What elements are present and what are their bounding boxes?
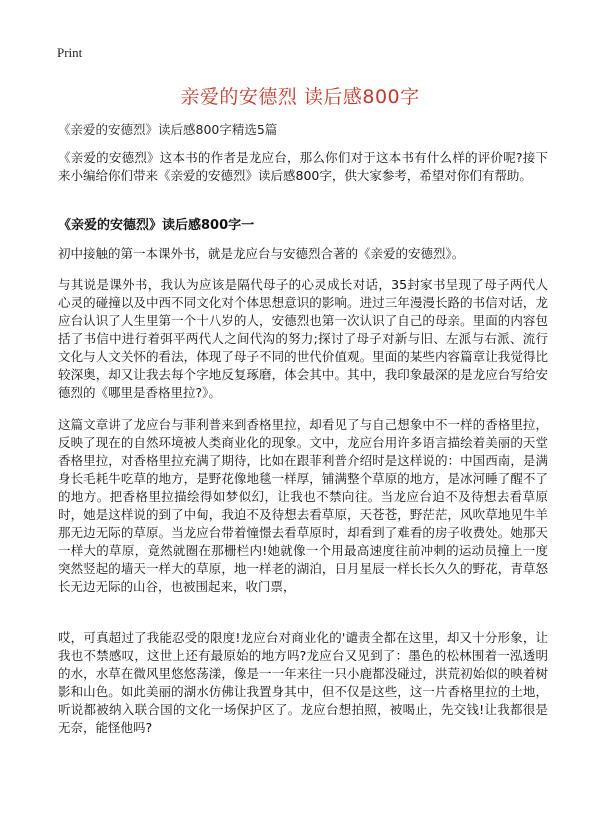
page-title: 亲爱的安德烈 读后感800字	[180, 86, 420, 108]
body-paragraph-3: 这篇文章讲了龙应台与菲利普来到香格里拉，却看见了与自己想象中不一样的香格里拉，反映了现在的自然环境被人类商业化的现象。文中，龙应台用许多语言描绘着美丽的天堂香格里拉，对香格里拉充满了期待，比如在跟菲利普介绍时是这样说的：中国西南，是满身长毛耗牛吃草的地方，是野花像地毯一样厚，铺满整个草原的地方，是冰河睡了醒不了的地方。把香格里拉描绘得如梦似幻，让我也不禁向往。当龙应台迫不及待想去看草原时，她是这样说的到了中甸，我迫不及待想去看草原，天苍苍，野茫茫，风吹草地见牛羊那无边无际的草原。当龙应台带着憧憬去看草原时，却看到了难看的房子收费处。她那天一样大的草原，竟然就圈在那栅栏内!她就像一个用最高速度往前冲刺的运动员撞上一度突然竖起的墙天一样大的草原，地一样老的湖泊，日月星辰一样长长久久的野花，青草怒长无边无际的山谷，也被围起来，收门票，	[58, 417, 548, 594]
section-heading: 《亲爱的安德烈》读后感800字一	[58, 218, 255, 233]
print-link[interactable]: Print	[57, 45, 83, 60]
body-paragraph-1: 初中接触的第一本课外书，就是龙应台与安德烈合著的《亲爱的安德烈》。	[58, 246, 465, 261]
body-paragraph-4: 哎，可真超过了我能忍受的限度!龙应台对商业化的'谴责全都在这里，却又十分形象，让我也不禁感叹，这世上还有最原始的地方吗?龙应台又见到了：墨色的松林围着一泓透明的水，水草在微风里悠悠荡漾，像是一一年来往一只小鹿都没碰过，洪荒初始似的映着树影和山色。如此美丽的湖水仿佛让我置身其中，但不仅是这些，这一片香格里拉的土地，听说都被纳入联合国的文化一场保护区了。龙应台想拍照，被喝止，先交钱!让我都很是无奈，能怪他吗?	[58, 630, 548, 735]
subtitle: 《亲爱的安德烈》读后感800字精选5篇	[58, 122, 278, 137]
intro-paragraph: 《亲爱的安德烈》这本书的作者是龙应台，那么你们对于这本书有什么样的评价呢?接下来小编给你们带来《亲爱的安德烈》读后感800字，供大家参考，希望对你们有帮助。	[58, 150, 548, 183]
body-paragraph-2: 与其说是课外书，我认为应该是隔代母子的心灵成长对话，35封家书呈现了母子两代人心灵的碰撞以及中西不同文化对个体思想意识的影响。进过三年漫漫长路的书信对话，龙应台认识了人生里第一个十八岁的人，安德烈也第一次认识了自己的母亲。里面的内容包括了书信中进行着弭平两代人之间代沟的努力;探讨了母子对新与旧、左派与右派、流行文化与人文关怀的看法，体现了母子不同的世代价值观。里面的某些内容篇章让我觉得比较深奥，却又让我去每个字地反复琢磨，体会其中。其中，我印象最深的是龙应台写给安德烈的《哪里是香格里拉?》。	[58, 277, 548, 400]
